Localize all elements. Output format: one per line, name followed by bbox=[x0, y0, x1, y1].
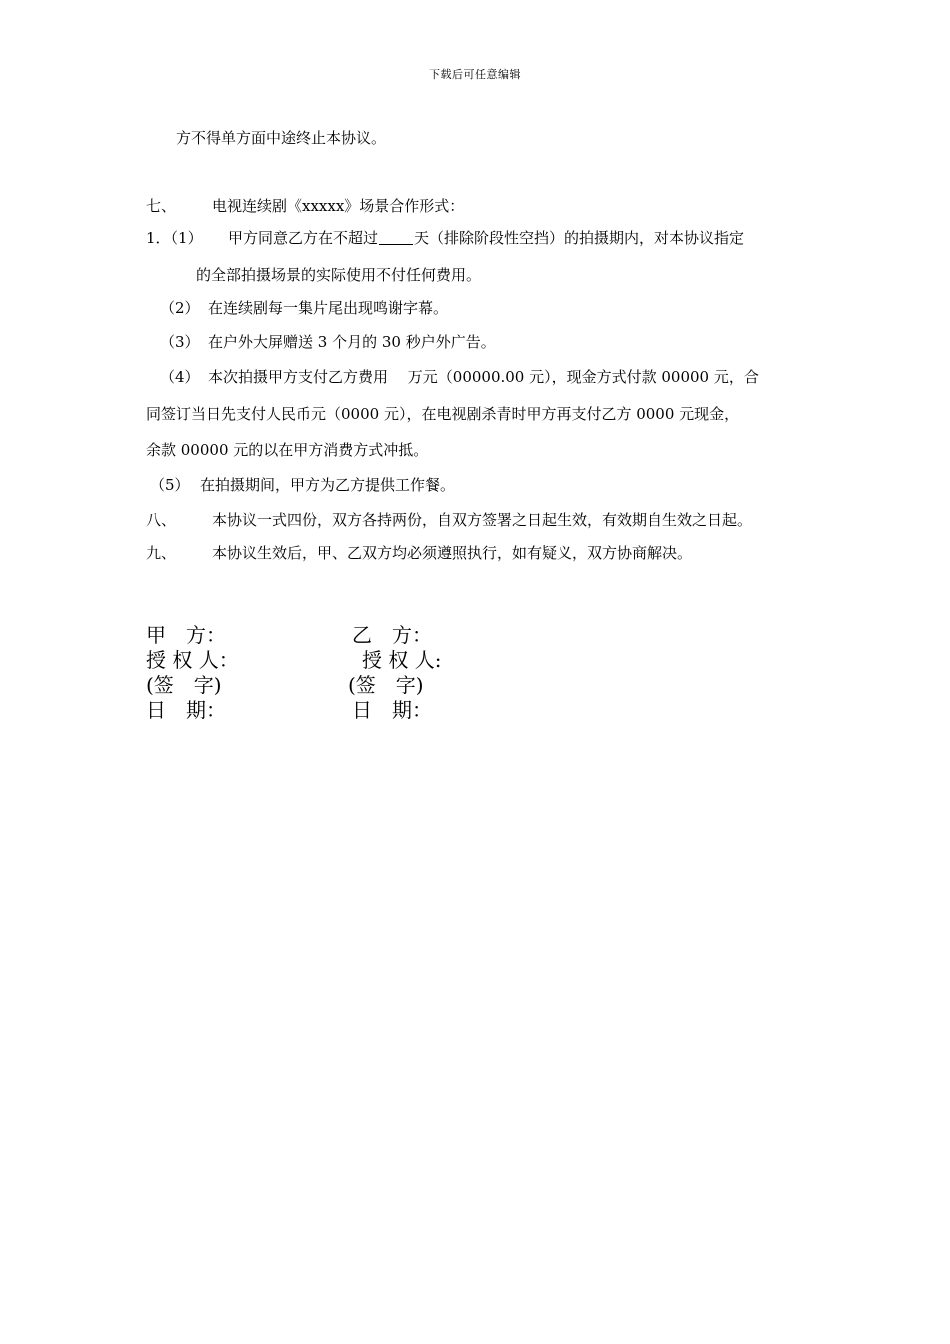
item-3-number: （3） bbox=[160, 333, 200, 351]
header-note: 下载后可任意编辑 bbox=[429, 68, 521, 81]
party-b-signature-label: (签 字) bbox=[348, 673, 424, 697]
item-5-number: （5） bbox=[150, 476, 190, 494]
item-3-text: 在户外大屏赠送 3 个月的 30 秒户外广告。 bbox=[208, 333, 496, 351]
body-line-continuation: 方不得单方面中途终止本协议。 bbox=[176, 129, 387, 147]
party-a-label: 甲 方： bbox=[146, 623, 226, 647]
section-8-text: 本协议一式四份，双方各持两份，自双方签署之日起生效，有效期自生效之日起。 bbox=[212, 511, 753, 529]
item-2-text: 在连续剧每一集片尾出现鸣谢字幕。 bbox=[208, 299, 449, 317]
item-4-continuation-2: 余款 00000 元的以在甲方消费方式冲抵。 bbox=[146, 441, 429, 459]
party-a-date-label: 日 期： bbox=[146, 698, 226, 722]
item-1-text-a: 甲方同意乙方在不超过 bbox=[228, 229, 379, 247]
party-a-signature-label: (签 字) bbox=[146, 673, 222, 697]
item-4-continuation-1: 同签订当日先支付人民币元（0000 元），在电视剧杀青时甲方再支付乙方 0000 元现金， bbox=[146, 405, 740, 423]
item-1-text-b: 天（排除阶段性空挡）的拍摄期内，对本协议指定 bbox=[414, 229, 745, 247]
section-7-number: 七、 bbox=[146, 197, 177, 215]
section-9-text: 本协议生效后，甲、乙双方均必须遵照执行，如有疑义，双方协商解决。 bbox=[212, 544, 693, 562]
party-b-authorized-label: 授 权 人: bbox=[362, 648, 442, 672]
item-4-number: （4） bbox=[160, 368, 200, 386]
fill-in-blank bbox=[379, 229, 413, 245]
item-1-prefix: 1．（1） bbox=[146, 229, 203, 247]
section-8-number: 八、 bbox=[146, 511, 177, 529]
section-9-number: 九、 bbox=[146, 544, 177, 562]
party-a-authorized-label: 授 权 人： bbox=[146, 648, 239, 672]
item-5-text: 在拍摄期间，甲方为乙方提供工作餐。 bbox=[200, 476, 456, 494]
item-1-text bbox=[228, 228, 744, 248]
section-7-title: 电视连续剧《xxxxx》场景合作形式： bbox=[212, 197, 465, 215]
party-b-label: 乙 方： bbox=[352, 623, 432, 647]
item-4-text: 本次拍摄甲方支付乙方费用 万元（00000.00 元），现金方式付款 00000 元，合 bbox=[208, 368, 759, 386]
item-2-number: （2） bbox=[160, 299, 200, 317]
item-1-continuation: 的全部拍摄场景的实际使用不付任何费用。 bbox=[196, 266, 482, 284]
party-b-date-label: 日 期： bbox=[352, 698, 432, 722]
